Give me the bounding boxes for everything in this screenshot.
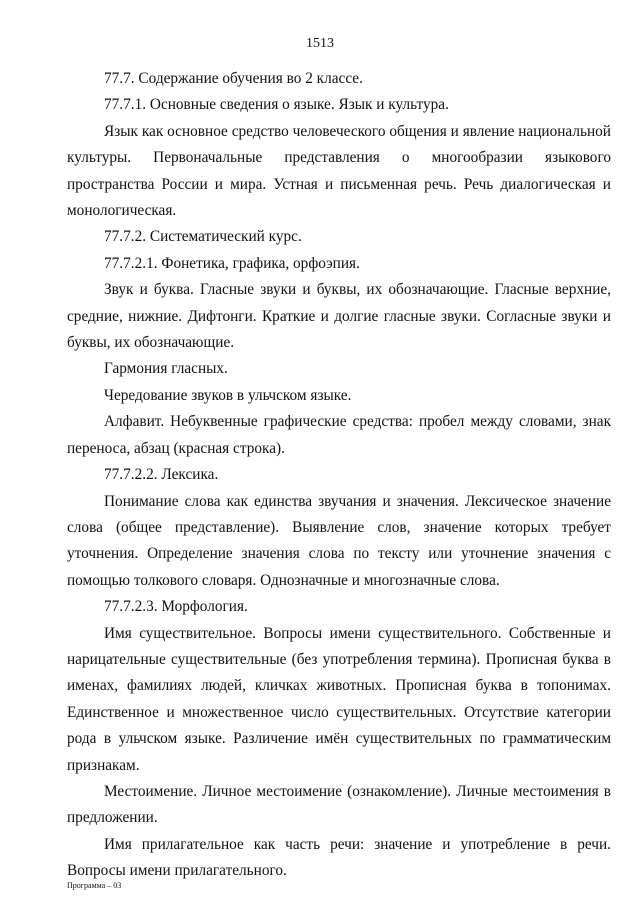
heading-77-7-2-1: 77.7.2.1. Фонетика, графика, орфоэпия. [104, 254, 360, 272]
paragraph-sound-alternation: Чередование звуков в ульчском языке. [104, 386, 352, 404]
paragraph-vowel-harmony: Гармония гласных. [104, 360, 228, 378]
footer-program-label: Программа – 03 [67, 881, 122, 890]
heading-77-7-2-2: 77.7.2.2. Лексика. [104, 466, 219, 484]
paragraph-pronoun: Местоимение. Личное местоимение (ознакомление). Личные местоимения в предложении. [67, 782, 611, 827]
heading-77-7-1: 77.7.1. Основные сведения о языке. Язык и культура. [104, 96, 449, 114]
paragraph-alphabet: Алфавит. Небуквенные графические средства: пробел между словами, знак переноса, абзац (красная строка). [67, 413, 611, 457]
paragraph-lexicon: Понимание слова как единства звучания и значения. Лексическое значение слова (общее представление). Выявление слов, значение которых требует уточнения. Определение значения слова по тексту или уточнение значения с помощью толкового словаря. Однозначные и многозначные слова. [67, 492, 611, 589]
page-number: 1513 [306, 36, 334, 51]
paragraph-language-culture: Язык как основное средство человеческого общения и явление национальной культуры. Первоначальные представления о многообразии языкового пространства России и мира. Устная и письменная речь. Речь диалогическая и монологическая. [67, 122, 611, 220]
heading-77-7: 77.7. Содержание обучения во 2 классе. [104, 70, 363, 87]
document-body [67, 66, 611, 885]
paragraph-adjective: Имя прилагательное как часть речи: значение и употребление в речи. Вопросы имени прилагательного. [67, 835, 611, 880]
heading-77-7-2: 77.7.2. Систематический курс. [104, 228, 302, 246]
paragraph-sound-letter: Звук и буква. Гласные звуки и буквы, их обозначающие. Гласные верхние, средние, нижние. Дифтонги. Краткие и долгие гласные звуки. Согласные звуки и буквы, их обозначающие. [67, 281, 611, 352]
heading-77-7-2-3: 77.7.2.3. Морфология. [104, 598, 248, 616]
paragraph-noun: Имя существительное. Вопросы имени существительного. Собственные и нарицательные существительные (без употребления термина). Прописная буква в именах, фамилиях людей, кличках животных. Прописная буква в топонимах. Единственное и множественное число существительных. Отсутствие категории рода в ульчском языке. Различение имён существительных по грамматическим признакам. [67, 624, 611, 774]
